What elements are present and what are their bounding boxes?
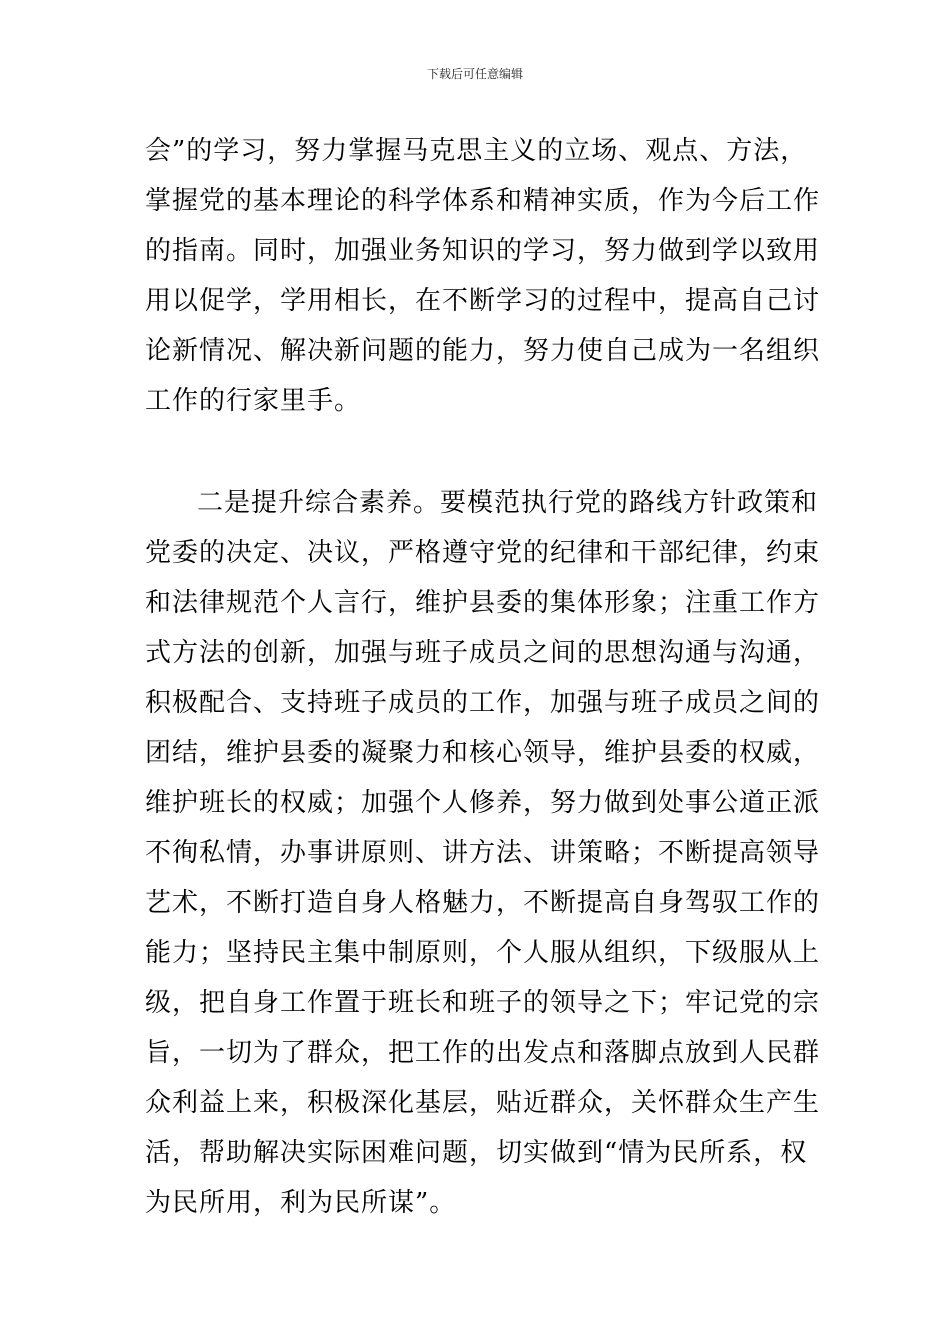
text-line: 能力；坚持民主集中制原则，个人服从组织，下级服从上 [145, 938, 821, 968]
text-line: 式方法的创新，加强与班子成员之间的思想沟通与沟通， [145, 638, 821, 668]
text-line: 的指南。同时，加强业务知识的学习，努力做到学以致用 [145, 236, 821, 266]
text-line: 团结，维护县委的凝聚力和核心领导，维护县委的权威， [145, 738, 821, 768]
paragraph-spacer [145, 426, 817, 478]
text-line: 党委的决定、决议，严格遵守党的纪律和干部纪律，约束 [145, 538, 821, 568]
text-line: 掌握党的基本理论的科学体系和精神实质，作为今后工作 [145, 186, 821, 216]
text-line: 论新情况、解决新问题的能力，努力使自己成为一名组织 [145, 336, 821, 366]
text-line: 工作的行家里手。 [145, 386, 362, 416]
paragraph-continuation [145, 126, 821, 426]
text-line: 艺术，不断打造自身人格魅力，不断提高自身驾驭工作的 [145, 888, 821, 918]
text-line: 积极配合、支持班子成员的工作，加强与班子成员之间的 [145, 688, 821, 718]
text-line: 众利益上来，积极深化基层，贴近群众，关怀群众生产生 [145, 1088, 821, 1118]
text-line: 用以促学，学用相长，在不断学习的过程中，提高自己讨 [145, 286, 821, 316]
text-line: 不徇私情，办事讲原则、讲方法、讲策略；不断提高领导 [145, 838, 821, 868]
text-line: 旨，一切为了群众，把工作的出发点和落脚点放到人民群 [145, 1038, 821, 1068]
text-line: 级，把自身工作置于班长和班子的领导之下；牢记党的宗 [145, 988, 821, 1018]
paragraph-comprehensive-quality [145, 478, 821, 1228]
text-line: 和法律规范个人言行，维护县委的集体形象；注重工作方 [145, 588, 821, 618]
text-line: 会”的学习，努力掌握马克思主义的立场、观点、方法， [145, 136, 808, 166]
text-line: 二是提升综合素养。要模范执行党的路线方针政策和 [197, 488, 819, 518]
text-line: 维护班长的权威；加强个人修养，努力做到处事公道正派 [145, 788, 821, 818]
text-line: 活，帮助解决实际困难问题，切实做到“情为民所系，权 [145, 1138, 808, 1168]
document-body [145, 126, 821, 1228]
text-line: 为民所用，利为民所谋”。 [145, 1188, 457, 1218]
page-header: 下载后可任意编辑 [426, 67, 523, 81]
